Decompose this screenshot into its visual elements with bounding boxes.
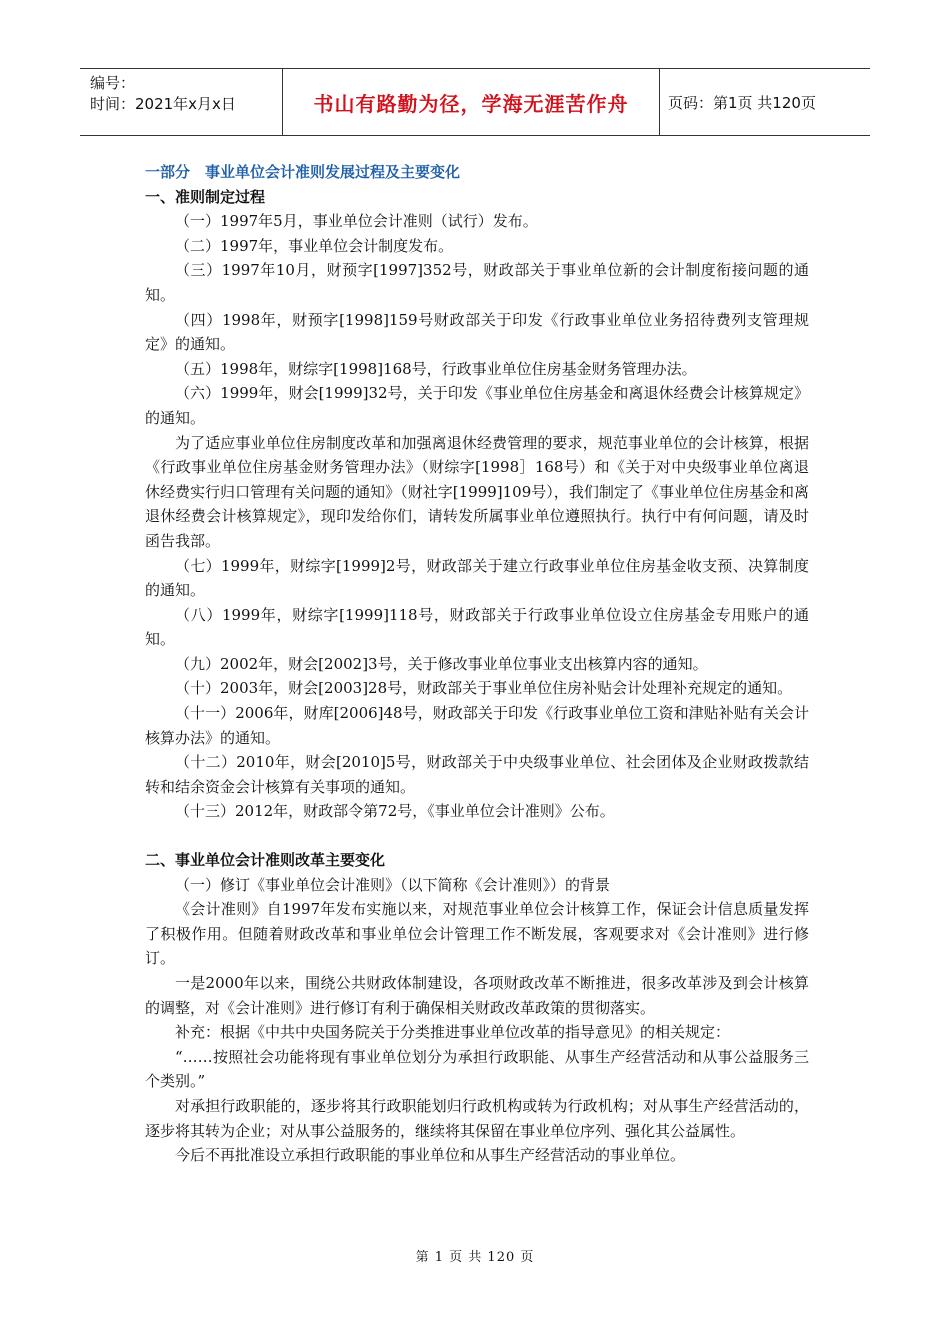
list-item: （六）1999年，财会[1999]32号，关于印发《事业单位住房基金和离退休经费会计核算规定》的通知。 (145, 384, 809, 427)
body-paragraph: 为了适应事业单位住房制度改革和加强离退休经费管理的要求，规范事业单位的会计核算，根据《行政事业单位住房基金财务管理办法》（财综字[1998］168号）和《关于对中央级事业单位离退休经费实行归口管理有关问题的通知》（财社字[1999]109号），我们制定了《事业单位住房基金和离退休经费会计核算规定》，现印发给你们，请转发所属事业单位遵照执行。执行中有何问题，请及时函告我部。 (145, 433, 809, 550)
list-item: （四）1998年，财预字[1998]159号财政部关于印发《行政事业单位业务招待费列支管理规定》的通知。 (145, 310, 809, 354)
list-item: （一）1997年5月，事业单位会计准则（试行）发布。 (175, 212, 538, 231)
body-paragraph: 一是2000年以来，围绕公共财政体制建设，各项财政改革不断推进，很多改革涉及到会计核算的调整，对《会计准则》进行修订有利于确保相关财政改革政策的贯彻落实。 (145, 974, 809, 1017)
list-item: （三）1997年10月，财预字[1997]352号，财政部关于事业单位新的会计制度衔接问题的通知。 (145, 261, 809, 304)
quote-paragraph: “……按照社会功能将现有事业单位划分为承担行政职能、从事生产经营活动和从事公益服务三个类别。” (145, 1047, 809, 1091)
list-item: （九）2002年，财会[2002]3号，关于修改事业单位事业支出核算内容的通知。 (175, 654, 708, 673)
header-page-info: 页码：第1页 共120页 (668, 93, 816, 112)
list-item: （八）1999年，财综字[1999]118号，财政部关于行政事业单位设立住房基金专用账户的通知。 (145, 605, 809, 649)
part-title: 一部分 事业单位会计准则发展过程及主要变化 (145, 163, 461, 181)
list-item: （二）1997年，事业单位会计制度发布。 (175, 236, 454, 255)
body-paragraph: 今后不再批准设立承担行政职能的事业单位和从事生产经营活动的事业单位。 (175, 1146, 686, 1165)
time-label: 时间：2021年x月x日 (90, 95, 236, 113)
page-footer: 第 1 页 共 120 页 (415, 1250, 535, 1265)
header-meta (80, 69, 282, 135)
list-item: （五）1998年，财综字[1998]168号，行政事业单位住房基金财务管理办法。 (175, 359, 697, 378)
body-paragraph: （一）修订《事业单位会计准则》（以下简称《会计准则》）的背景 (175, 875, 611, 894)
spacer (145, 824, 809, 848)
number-label: 编号： (90, 74, 136, 92)
body-paragraph: 对承担行政职能的，逐步将其行政职能划归行政机构或转为行政机构；对从事生产经营活动的，逐步将其转为企业；对从事公益服务的，继续将其保留在事业单位序列、强化其公益属性。 (145, 1096, 809, 1140)
list-item: （七）1999年，财综字[1999]2号，财政部关于建立行政事业单位住房基金收支预、决算制度的通知。 (145, 556, 809, 600)
body-paragraph: 《会计准则》自1997年发布实施以来，对规范事业单位会计核算工作，保证会计信息质量发挥了积极作用。但随着财政改革和事业单位会计管理工作不断发展，客观要求对《会计准则》进行修订。 (145, 900, 809, 968)
list-item: （十一）2006年，财库[2006]48号，财政部关于印发《行政事业单位工资和津贴补贴有关会计核算办法》的通知。 (145, 704, 809, 747)
list-item: （十三）2012年，财政部令第72号，《事业单位会计准则》公布。 (175, 802, 615, 821)
section-title-2: 二、事业单位会计准则改革主要变化 (145, 851, 386, 870)
list-item: （十二）2010年，财会[2010]5号，财政部关于中央级事业单位、社会团体及企业财政拨款结转和结余资金会计核算有关事项的通知。 (145, 753, 809, 796)
list-item: （十）2003年，财会[2003]28号，财政部关于事业单位住房补贴会计处理补充规定的通知。 (175, 679, 793, 698)
body-paragraph: 补充：根据《中共中央国务院关于分类推进事业单位改革的指导意见》的相关规定： (175, 1023, 731, 1042)
section-title-1: 一、准则制定过程 (145, 187, 266, 206)
header-motto: 书山有路勤为径，学海无涯苦作舟 (282, 69, 660, 135)
document-body (145, 160, 809, 1168)
page-header (80, 68, 870, 136)
